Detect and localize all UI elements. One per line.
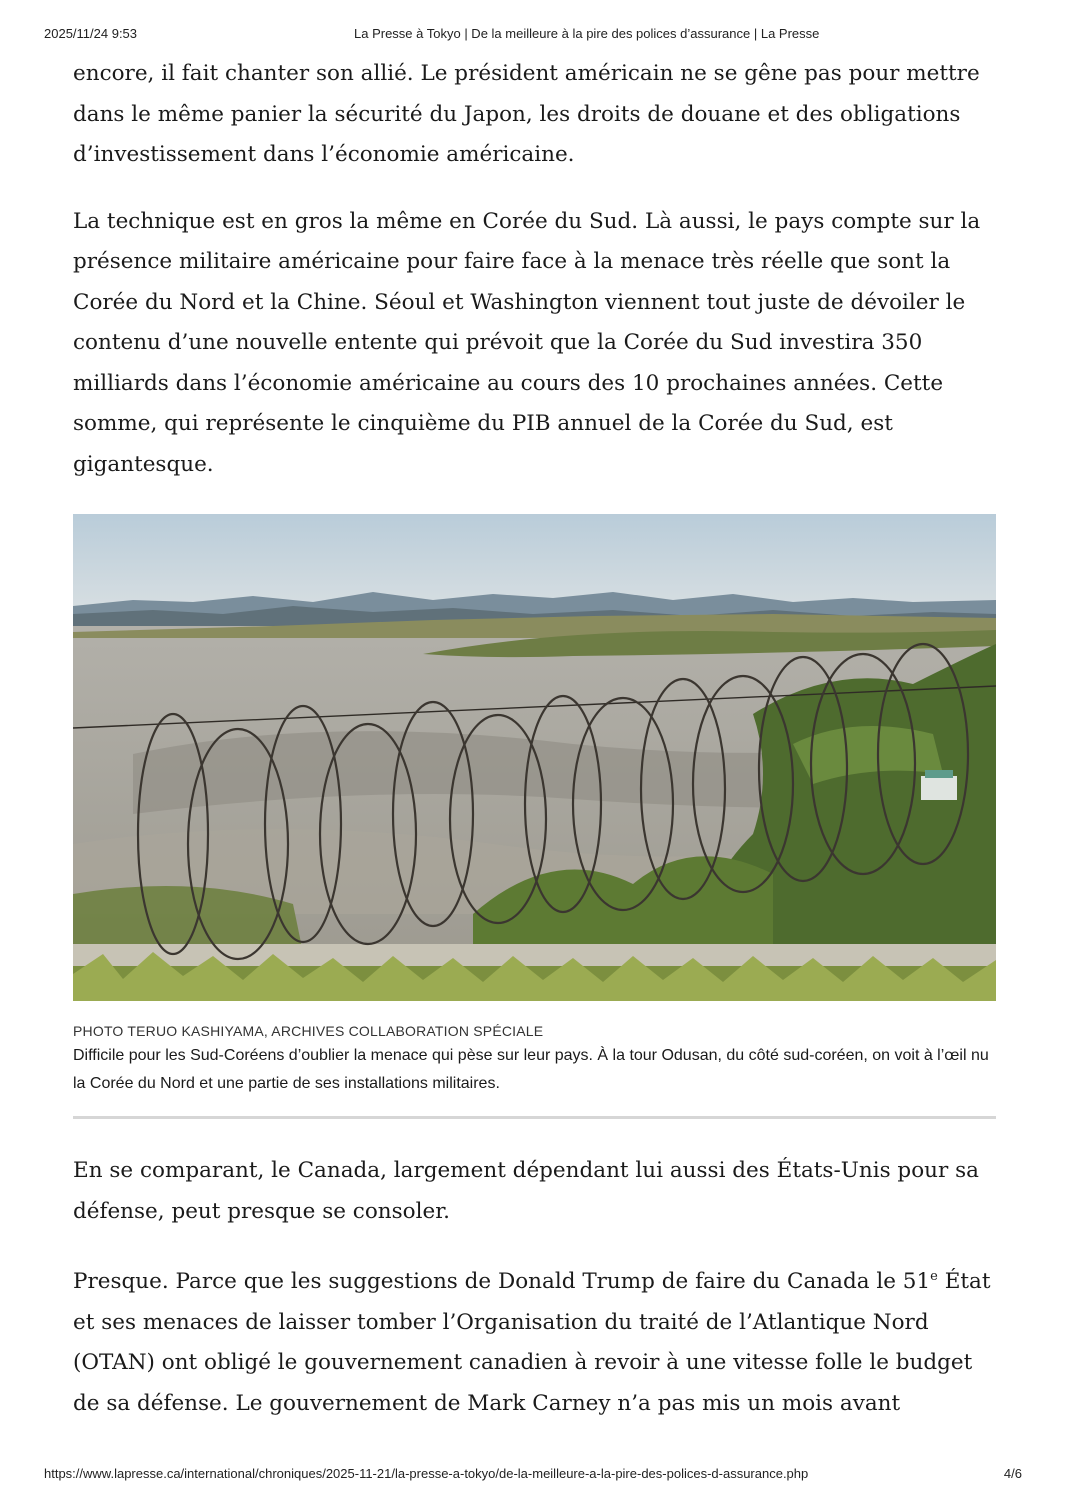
print-header — [44, 26, 1022, 44]
photo-caption: Difficile pour les Sud-Coréens d’oublier la menace qui pèse sur leur pays. À la tour Odusan, du côté sud-coréen, on voit à l’œil nu la Corée du Nord et une partie de ses installations militaires. — [73, 1047, 989, 1092]
article-paragraph — [73, 1257, 1003, 1424]
print-footer — [44, 1466, 1022, 1484]
article-figure — [73, 514, 1003, 1098]
print-datetime: 2025/11/24 9:53 — [44, 26, 138, 41]
paragraph-text: Presque. Parce que les suggestions de Donald Trump de faire du Canada le 51 — [73, 1269, 931, 1295]
print-page-title: La Presse à Tokyo | De la meilleure à la pire des polices d’assurance | La Presse — [354, 26, 820, 41]
photo-illustration — [73, 514, 996, 1001]
article-paragraph: En se comparant, le Canada, largement dépendant lui aussi des États-Unis pour sa défense, peut presque se consoler. — [73, 1158, 979, 1224]
page-url-link[interactable]: https://www.lapresse.ca/international/chroniques/2025-11-21/la-presse-a-tokyo/de-la-meilleure-a-la-pire-des-polices-d-assurance.php — [44, 1466, 809, 1481]
article-paragraph: La technique est en gros la même en Corée du Sud. Là aussi, le pays compte sur la présence militaire américaine pour faire face à la menace très réelle que sont la Corée du Nord et la Chine. Séoul et Washington viennent tout juste de dévoiler le contenu d’une nouvelle entente qui prévoit que la Corée du Sud investira 350 milliards dans l’économie américaine au cours des 10 prochaines années. Cette somme, qui représente le cinquième du PIB annuel de la Corée du Sud, est gigantesque. — [73, 208, 981, 477]
article-paragraph: encore, il fait chanter son allié. Le président américain ne se gêne pas pour mettre dans le même panier la sécurité du Japon, les droits de douane et des obligations d’investissement dans l’économie américaine. — [73, 61, 980, 167]
section-divider — [73, 1116, 996, 1119]
article-body — [73, 54, 1003, 1424]
ordinal-superscript: e — [930, 1269, 938, 1284]
paragraph-text: État et ses menaces de laisser tomber l’Organisation du traité de l’Atlantique Nord (OTAN) ont obligé le gouvernement canadien à revoir à une vitesse folle le budget de sa défense. Le gouvernement de Mark Carney n’a pas mis un mois avant — [73, 1269, 991, 1416]
article-photo — [73, 514, 996, 1001]
photo-credit: PHOTO TERUO KASHIYAMA, ARCHIVES COLLABORATION SPÉCIALE — [73, 1023, 544, 1039]
page-number: 4/6 — [1003, 1466, 1022, 1481]
